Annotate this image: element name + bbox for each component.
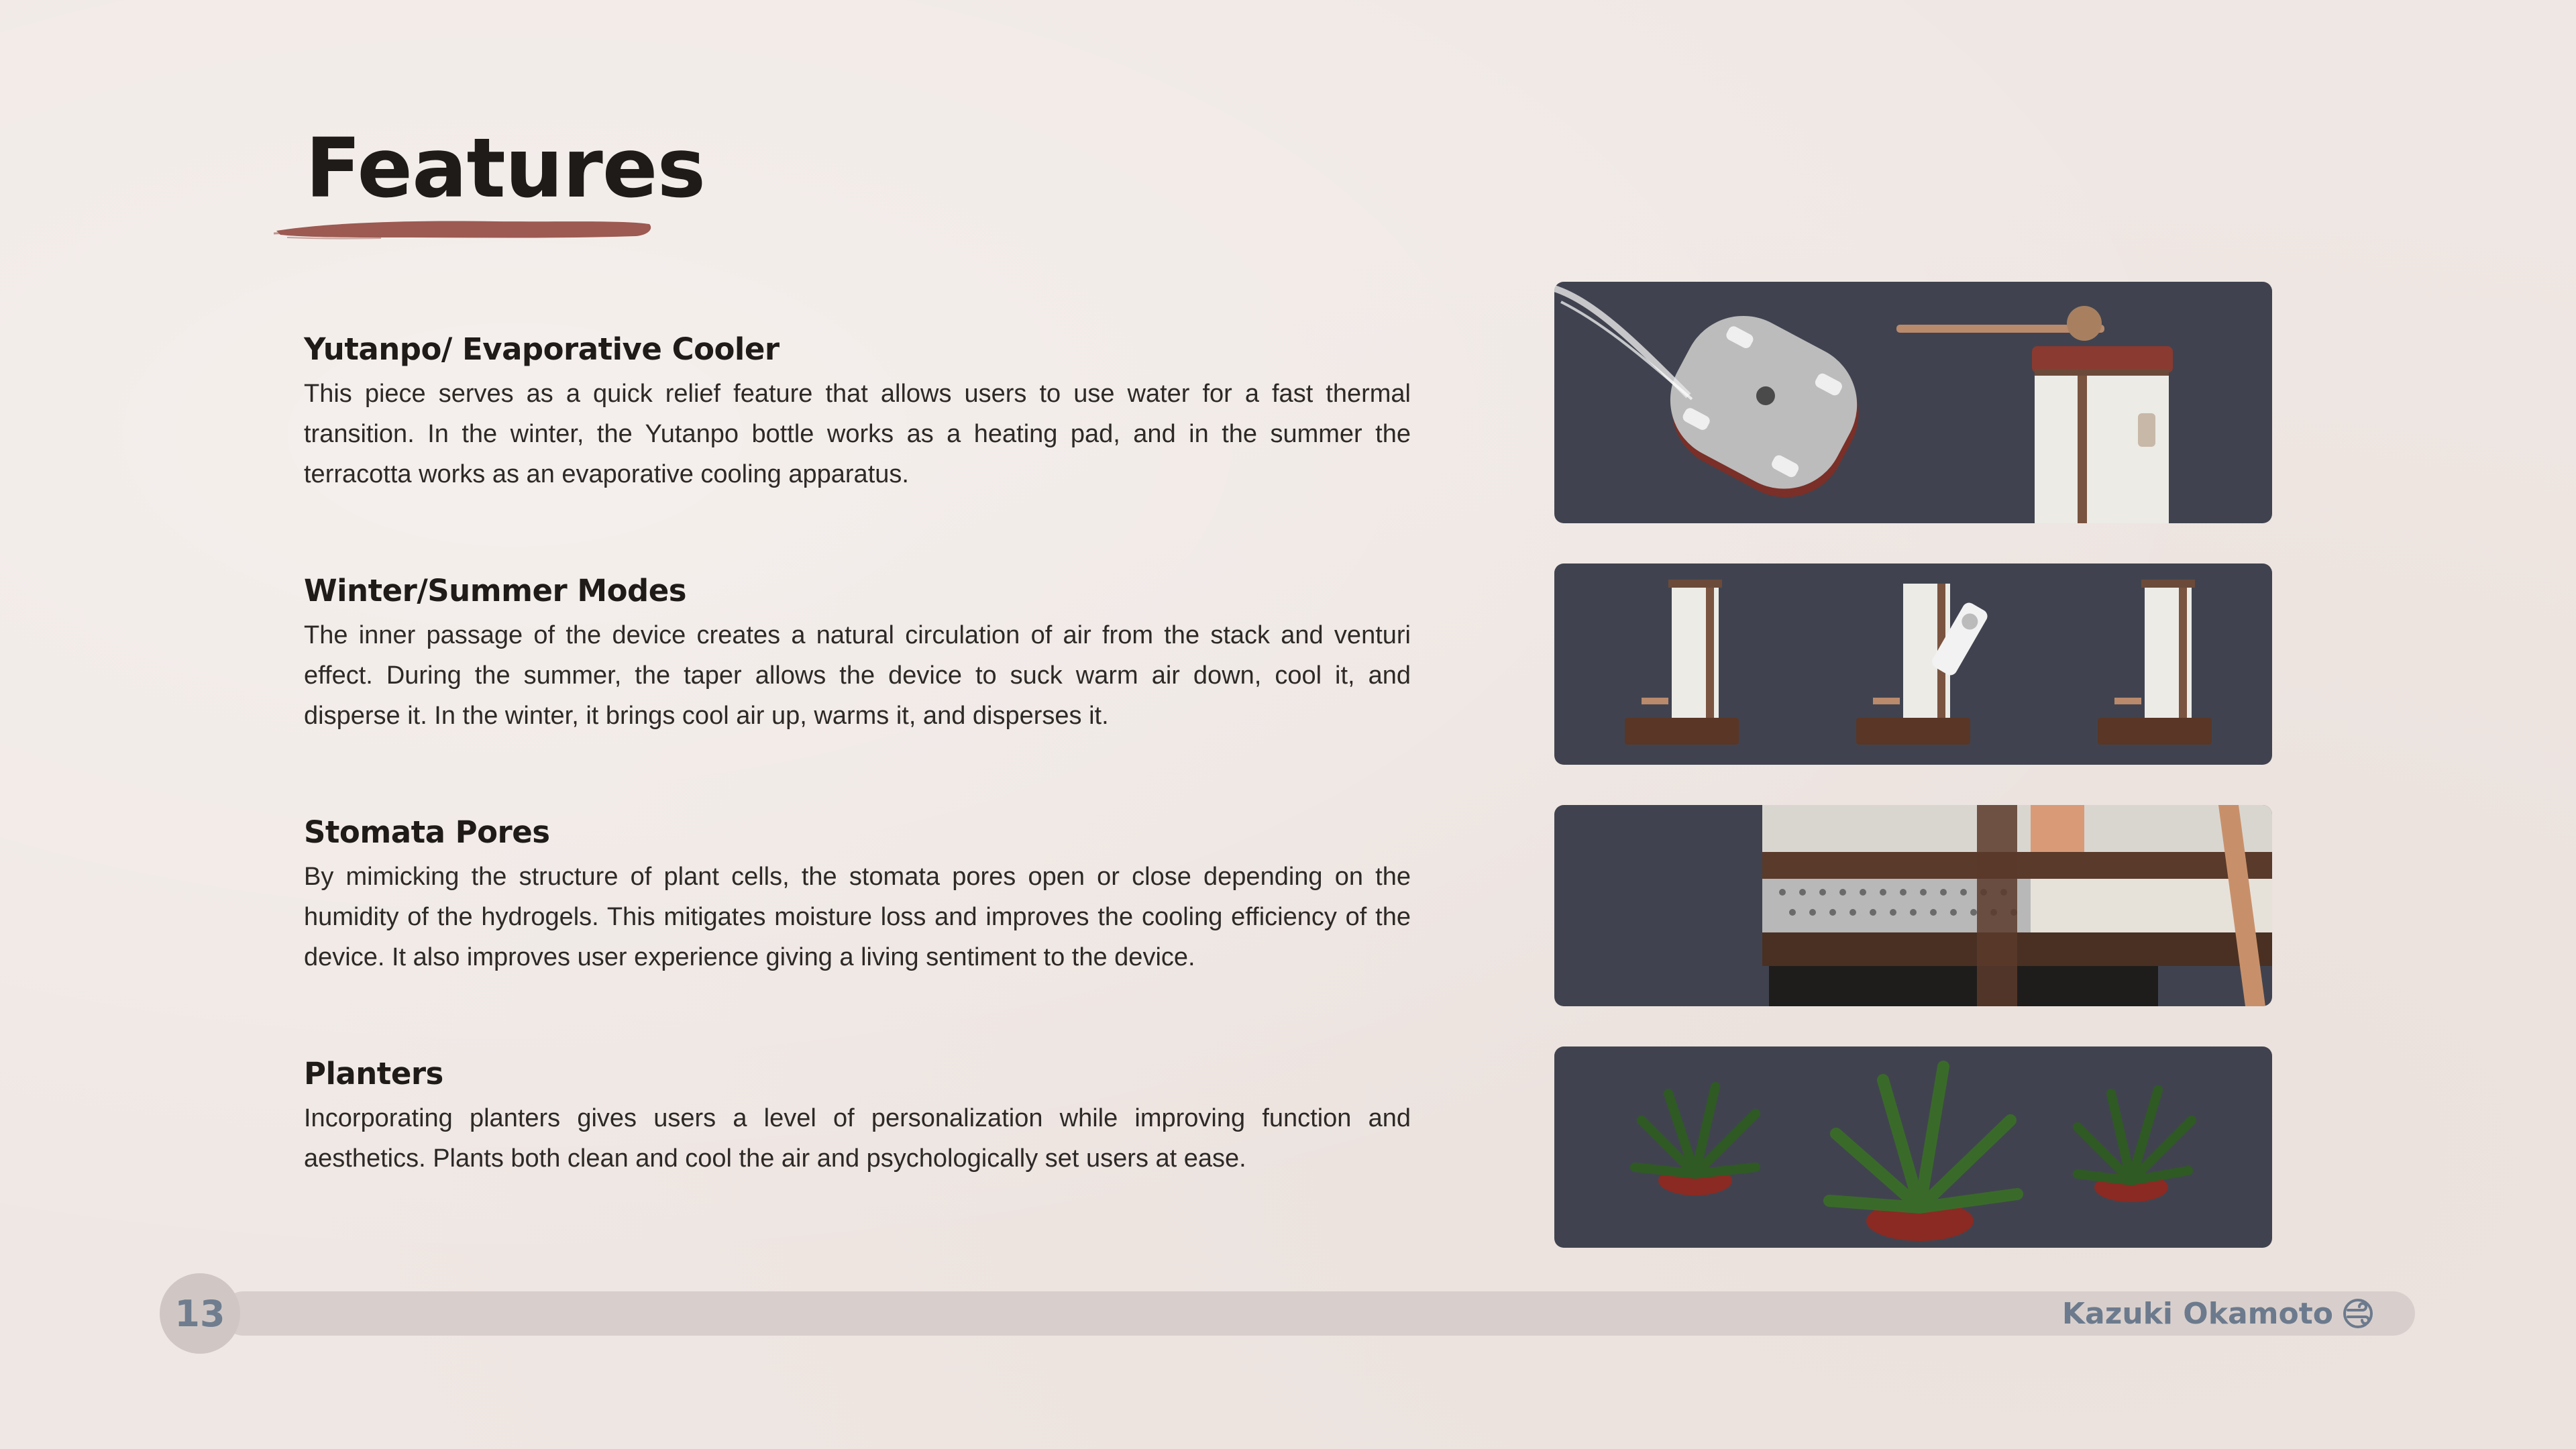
section-body: The inner passage of the device creates a natural circulation of air from the stack and venturi effect. During the summer, the taper allows the device to suck warm air down, cool it, and disperse it. In the winter, it brings cool air up, warms it, and disperses it. [304, 621, 1411, 730]
yutanpo-render-image [1554, 282, 2272, 523]
section-body: By mimicking the structure of plant cells, the stomata pores open or close depending on the humidity of the hydrogels. This mitigates moisture loss and improves the cooling efficiency of the device. It also improves user experience giving a living sentiment to the device. [304, 863, 1411, 971]
modes-render-image [1554, 564, 2272, 765]
section-heading: Yutanpo/ Evaporative Cooler [304, 331, 780, 367]
stomata-closeup-image [1554, 805, 2272, 1006]
footer-author [2062, 1293, 2375, 1334]
section-heading: Stomata Pores [304, 814, 550, 850]
planters-render-image [1554, 1046, 2272, 1248]
section-heading: Winter/Summer Modes [304, 573, 687, 608]
author-name: Kazuki Okamoto [2061, 1296, 2333, 1331]
section-body: This piece serves as a quick relief feature that allows users to use water for a fast thermal transition. In the winter, the Yutanpo bottle works as a heating pad, and in the summer the terracotta works as an evaporative cooling apparatus. [304, 380, 1411, 488]
brush-stroke-underline [274, 213, 655, 243]
section-yutanpo [304, 331, 1411, 494]
section-body: Incorporating planters gives users a level of personalization while improving function and aesthetics. Plants both clean and cool the air and psychologically set users at ease. [304, 1104, 1411, 1173]
section-modes [304, 573, 1411, 736]
page-number: 13 [160, 1273, 240, 1354]
section-planters [304, 1056, 1411, 1179]
wind-logo-icon [2341, 1297, 2375, 1330]
section-heading: Planters [304, 1056, 443, 1091]
page-title: Features [305, 121, 706, 216]
section-stomata [304, 814, 1411, 977]
